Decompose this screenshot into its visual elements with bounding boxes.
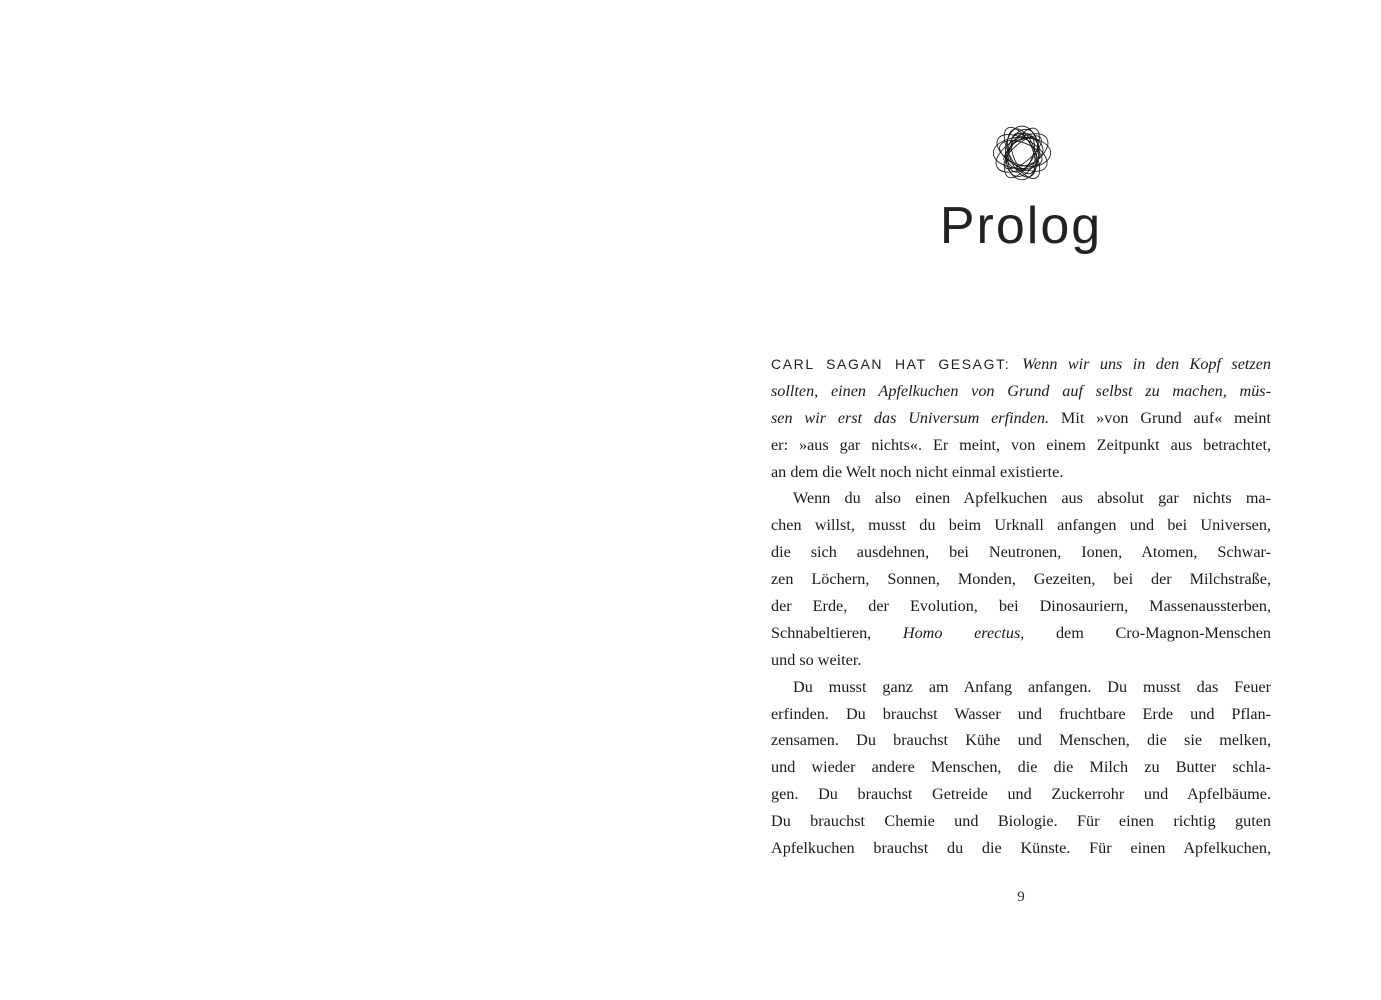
italic-text: Homo erectus — [902, 623, 1021, 642]
text-line — [771, 674, 1271, 701]
text-line — [771, 512, 1271, 539]
scribble-ball-icon — [985, 112, 1059, 192]
chapter-title: Prolog — [939, 197, 1103, 255]
body-text: , dem Cro-Magnon-Menschen — [1020, 623, 1271, 642]
text-line — [771, 647, 1271, 674]
body-text: Apfelkuchen brauchst du die Künste. Für einen Apfelkuchen, — [771, 839, 1271, 858]
page-number: 9 — [1017, 889, 1025, 905]
text-line — [771, 459, 1271, 486]
text-line — [771, 593, 1271, 620]
body-text: chen willst, musst du beim Urknall anfangen und bei Universen, — [771, 516, 1271, 535]
body-text: zensamen. Du brauchst Kühe und Menschen, die sie melken, — [771, 731, 1271, 750]
body-text: er: »aus gar nichts«. Er meint, von einem Zeitpunkt aus betrachtet, — [771, 435, 1271, 454]
text-line — [771, 405, 1271, 432]
text-line — [771, 539, 1271, 566]
body-text: zen Löchern, Sonnen, Monden, Gezeiten, bei der Milchstraße, — [771, 570, 1271, 589]
body-text: und so weiter. — [771, 650, 862, 669]
text-line — [771, 727, 1271, 754]
body-text: und wieder andere Menschen, die die Milch zu Butter schla- — [771, 758, 1271, 777]
text-line — [771, 566, 1271, 593]
italic-text: sollten, einen Apfelkuchen von Grund auf selbst zu machen, müs- — [771, 381, 1271, 400]
smallcaps-text: CARL SAGAN HAT GESAGT: — [771, 356, 1023, 372]
body-text: an dem die Welt noch nicht einmal existierte. — [771, 462, 1064, 481]
text-line — [771, 378, 1271, 405]
text-line — [771, 351, 1271, 378]
text-block — [771, 351, 1271, 862]
body-text: der Erde, der Evolution, bei Dinosauriern, Massenaussterben, — [771, 597, 1271, 616]
text-line — [771, 781, 1271, 808]
text-line — [771, 835, 1271, 862]
body-text: Mit »von Grund auf« meint — [1049, 408, 1271, 427]
body-text: erfinden. Du brauchst Wasser und fruchtbare Erde und Pflan- — [771, 704, 1271, 723]
text-line — [771, 432, 1271, 459]
body-text: gen. Du brauchst Getreide und Zuckerrohr und Apfelbäume. — [771, 785, 1271, 804]
italic-text: Wenn wir uns in den Kopf setzen — [1022, 355, 1271, 373]
body-text: Wenn du also einen Apfelkuchen aus absolut gar nichts ma- — [793, 489, 1271, 508]
text-line — [771, 754, 1271, 781]
body-text: Schnabeltieren, — [771, 623, 903, 642]
text-line — [771, 808, 1271, 835]
text-line — [771, 701, 1271, 728]
body-text: Du brauchst Chemie und Biologie. Für einen richtig guten — [771, 812, 1271, 831]
body-text: Du musst ganz am Anfang anfangen. Du musst das Feuer — [793, 677, 1271, 696]
italic-text: sen wir erst das Universum erfinden. — [771, 408, 1050, 427]
text-line — [771, 485, 1271, 512]
text-line — [771, 620, 1271, 647]
body-text: die sich ausdehnen, bei Neutronen, Ionen, Atomen, Schwar- — [771, 543, 1271, 562]
